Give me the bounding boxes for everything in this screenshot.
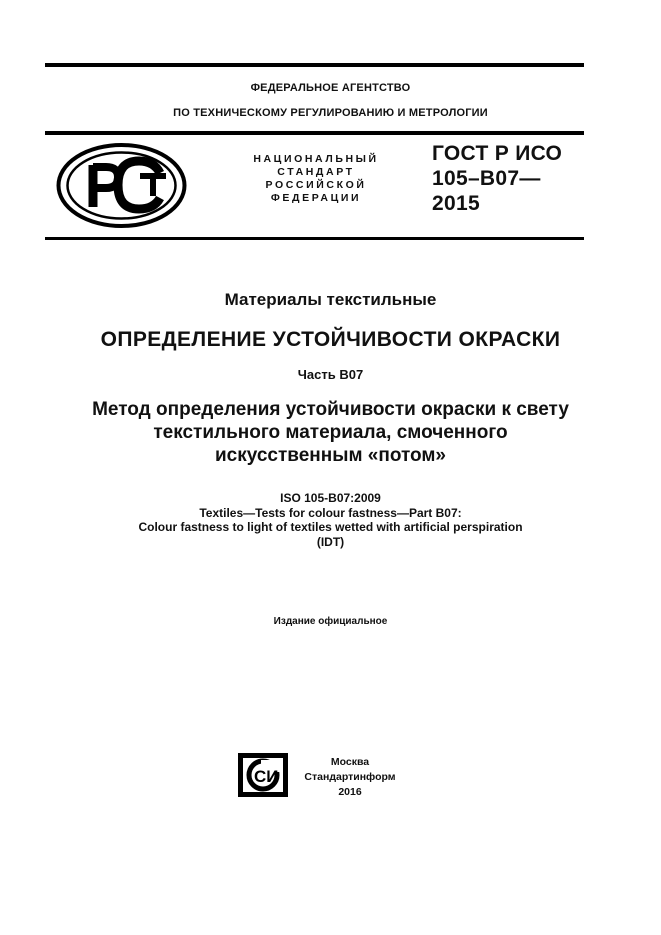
rst-logo-icon <box>56 143 187 228</box>
header-bottom-rule <box>45 237 584 240</box>
iso-line-2: Textiles—Tests for colour fastness—Part B07: <box>199 505 462 520</box>
title-method-line-2: текстильного материала, смоченного <box>153 422 508 443</box>
national-standard-line-3: РОССИЙСКОЙ <box>265 179 367 191</box>
designation-line-1: ГОСТ Р ИСО <box>432 142 563 165</box>
agency-line-2: ПО ТЕХНИЧЕСКОМУ РЕГУЛИРОВАНИЮ И МЕТРОЛОГИИ <box>173 107 488 119</box>
title-method <box>0 398 661 467</box>
title-materials: Материалы текстильные <box>224 290 437 309</box>
publisher-year: 2016 <box>338 786 362 798</box>
standartinform-logo-icon <box>237 752 289 798</box>
iso-line-3: Colour fastness to light of textiles wetted with artificial perspiration <box>138 520 523 534</box>
iso-line-1: ISO 105-B07:2009 <box>280 491 381 505</box>
title-part: Часть В07 <box>297 367 364 382</box>
iso-line-4: (IDT) <box>316 534 345 549</box>
top-rule <box>45 63 584 67</box>
header-rule <box>45 131 584 135</box>
edition-label: Издание официальное <box>273 616 388 627</box>
title-method-line-3: искусственным «потом» <box>214 445 446 466</box>
national-standard-line-4: ФЕДЕРАЦИИ <box>270 192 362 204</box>
title-method-line-1: Метод определения устойчивости окраски к свету <box>92 399 569 420</box>
agency-line-1: ФЕДЕРАЛЬНОЕ АГЕНТСТВО <box>250 82 411 94</box>
title-main: ОПРЕДЕЛЕНИЕ УСТОЙЧИВОСТИ ОКРАСКИ <box>100 328 561 351</box>
publisher-name: Стандартинформ <box>304 771 396 783</box>
standard-designation <box>432 141 562 216</box>
designation-line-3: 2015 <box>432 192 480 215</box>
svg-text:СИ: СИ <box>254 767 279 786</box>
national-standard-line-1: НАЦИОНАЛЬНЫЙ <box>253 153 379 165</box>
designation-line-2: 105–В07— <box>432 167 541 190</box>
publisher-city: Москва <box>330 756 370 768</box>
iso-block <box>0 491 661 549</box>
publisher-block <box>300 755 400 800</box>
national-standard-line-2: СТАНДАРТ <box>277 166 355 178</box>
